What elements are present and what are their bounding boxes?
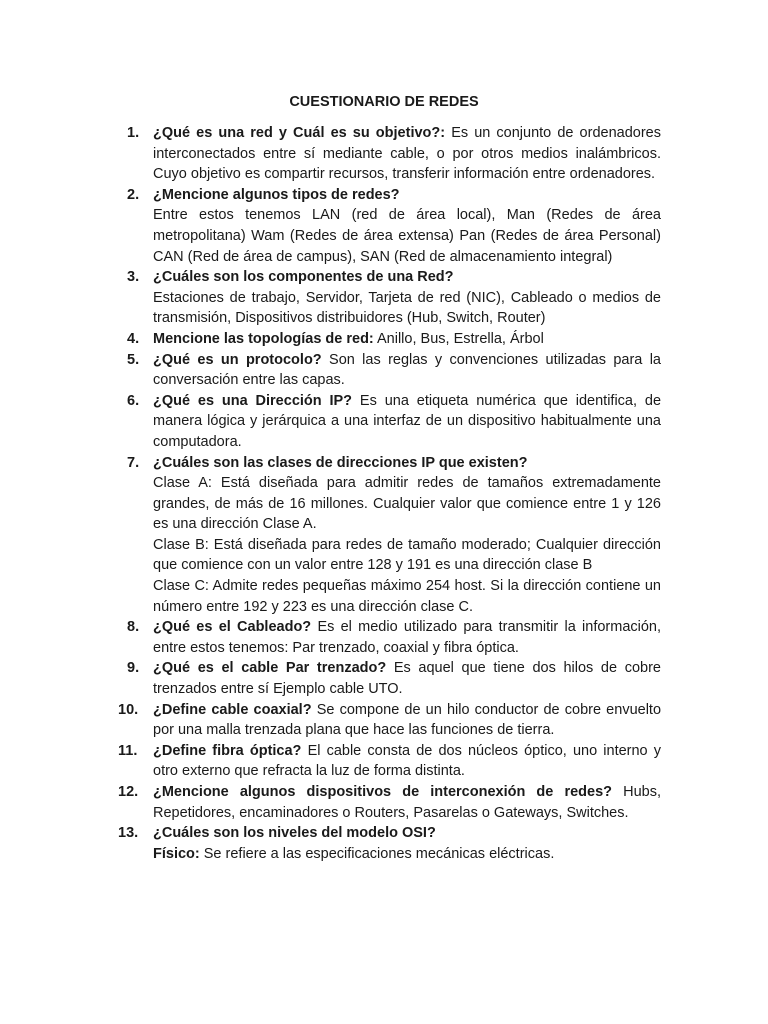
item-number: 4. [127,330,140,347]
question-text: ¿Cuáles son las clases de direcciones IP que existen? [153,454,528,471]
answer-text: Es un conjunto de ordenadores interconectados entre sí mediante cable, o por otros medios inalámbricos. Cuyo objetivo es compartir recursos, transferir información entre ordenadores. [153,125,661,183]
item-number: 5. [127,351,140,368]
item-number: 7. [127,454,140,471]
list-item [118,391,661,453]
list-item [118,267,661,329]
item-number: 1. [127,125,140,141]
question-text: ¿Cuáles son los niveles del modelo OSI? [153,825,436,842]
list-item [118,329,661,350]
question-text: ¿Qué es una red y Cuál es su objetivo?: [153,125,446,141]
answer-text: Hubs, Repetidores, encaminadores o Routers, Pasarelas o Gateways, Switches. [153,784,661,821]
question-text: ¿Define fibra óptica? [153,742,302,759]
item-number: 8. [127,619,140,636]
question-text: Mencione las topologías de red: [153,330,374,347]
answer-text: Anillo, Bus, Estrella, Árbol [377,330,544,347]
answer-text: Entre estos tenemos LAN (red de área local), Man (Redes de área metropolitana) Wam (Redes de área extensa) Pan (Redes de área Personal) CAN (Red de área de campus), SAN (Red de almacenamiento integral) [153,207,661,265]
answer-text: Estaciones de trabajo, Servidor, Tarjeta de red (NIC), Cableado o medios de transmisión, Dispositivos distribuidores (Hub, Switch, Router) [153,289,661,327]
list-item [118,700,661,741]
question-text: ¿Qué es un protocolo? [153,351,322,368]
item-number: 13. [118,825,139,842]
answer-text: Es el medio utilizado para transmitir la información, entre estos tenemos: Par trenzado, coaxial y fibra óptica. [153,619,662,656]
item-number: 10. [118,701,139,718]
osi-level-entry [153,844,661,865]
list-item [118,741,661,782]
question-text: ¿Mencione algunos tipos de redes? [153,186,400,203]
item-number: 12. [118,784,139,800]
list-item [118,453,661,618]
item-number: 9. [127,660,140,677]
question-text: ¿Cuáles son los componentes de una Red? [153,269,454,286]
osi-level-text: Se refiere a las especificaciones mecánicas eléctricas. [203,845,555,862]
class-c-text: Clase C: Admite redes pequeñas máximo 254 host. Si la dirección contiene un número entre 192 y 223 es una dirección clase C. [153,578,661,615]
item-number: 11. [118,742,138,759]
answer-text: Se compone de un hilo conductor de cobre envuelto por una malla trenzada plana que hace las funciones de tierra. [153,701,662,739]
list-item [118,350,661,391]
item-number: 2. [127,186,140,203]
list-item [118,123,661,185]
list-item [118,823,661,864]
class-a-text: Clase A: Está diseñada para admitir redes de tamaños extremadamente grandes, de más de 16 millones. Cualquier valor que comience entre 1 y 126 es una dirección Clase A. [153,475,661,533]
document-title: CUESTIONARIO DE REDES [289,94,479,110]
osi-level-label: Físico: [153,845,200,862]
list-item [118,658,661,699]
item-number: 6. [127,392,140,409]
answer-text: Son las reglas y convenciones utilizadas para la conversación entre las capas. [153,351,661,389]
question-text: ¿Qué es el cable Par trenzado? [153,660,387,677]
item-number: 3. [127,269,140,286]
question-text: ¿Qué es una Dirección IP? [153,392,353,409]
class-b-text: Clase B: Está diseñada para redes de tamaño moderado; Cualquier dirección que comience con un valor entre 128 y 191 es una dirección clase B [153,536,661,574]
list-item [118,782,661,823]
answer-text: Es aquel que tiene dos hilos de cobre trenzados entre sí Ejemplo cable UTO. [153,660,661,698]
question-list [118,123,661,864]
question-text: ¿Mencione algunos dispositivos de interconexión de redes? [153,784,612,800]
question-text: ¿Define cable coaxial? [153,701,312,718]
answer-text: Es una etiqueta numérica que identifica, de manera lógica y jerárquica a una interfaz de un dispositivo habitualmente una computadora. [153,392,662,450]
list-item [118,185,661,267]
question-text: ¿Qué es el Cableado? [153,619,312,636]
list-item [118,617,661,658]
answer-text: El cable consta de dos núcleos óptico, uno interno y otro externo que refracta la luz de forma distinta. [153,742,661,780]
